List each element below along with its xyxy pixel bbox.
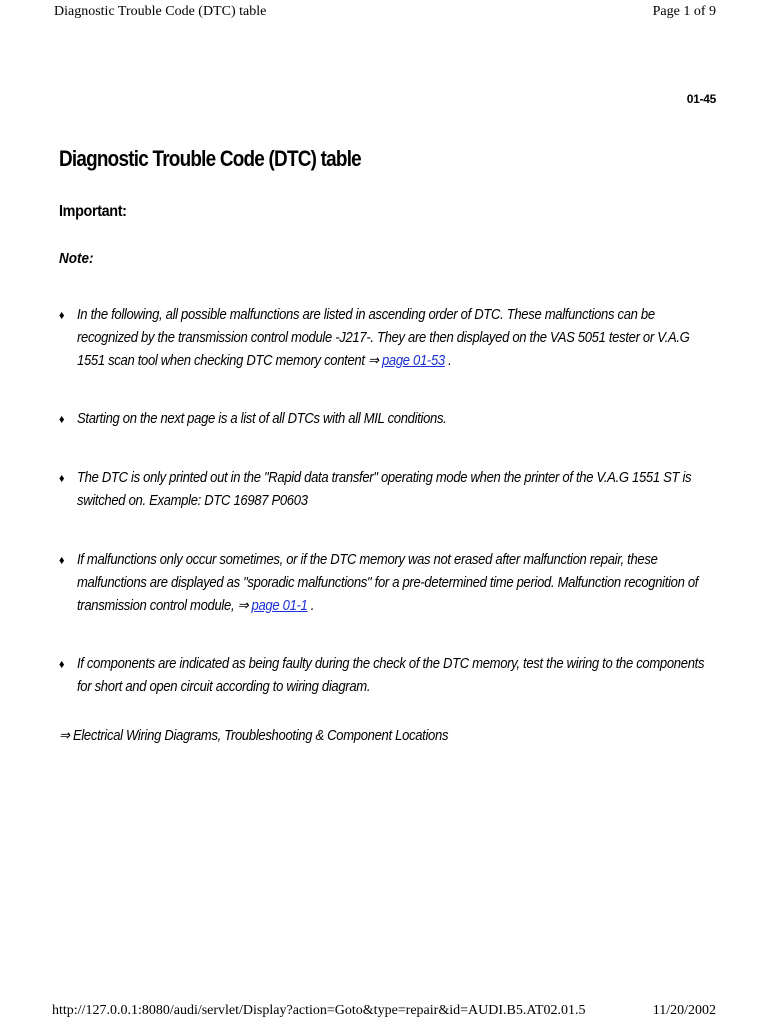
bullet-tail: . bbox=[444, 353, 452, 369]
page-number: 01-45 bbox=[686, 92, 716, 106]
bullet-text-body: In the following, all possible malfunctions are listed in ascending order of DTC. These malfunctions can be recognized by the transmission control module -J217-. They are then displayed on the VAS 5051 tester or V.A.G 1551 scan tool when checking DTC memory content bbox=[77, 307, 690, 369]
header-document-title: Diagnostic Trouble Code (DTC) table bbox=[54, 4, 267, 19]
link-page-01-1[interactable]: page 01-1 bbox=[251, 598, 308, 614]
bullet-item bbox=[59, 304, 707, 373]
bullet-item bbox=[59, 653, 707, 699]
diamond-bullet-icon: ♦ bbox=[59, 471, 65, 485]
diamond-bullet-icon: ♦ bbox=[59, 412, 65, 426]
bullet-text: If components are indicated as being faulty during the check of the DTC memory, test the wiring to the components for short and open circuit according to wiring diagram. bbox=[77, 656, 705, 695]
page-title: Diagnostic Trouble Code (DTC) table bbox=[59, 146, 361, 171]
reference-text: Electrical Wiring Diagrams, Troubleshooting & Component Locations bbox=[72, 728, 449, 744]
arrow-icon: ⇒ bbox=[59, 728, 70, 744]
bullet-item bbox=[59, 408, 707, 431]
header-page-info: Page 1 of 9 bbox=[652, 4, 716, 19]
wiring-diagrams-reference[interactable] bbox=[59, 728, 448, 744]
bullet-item bbox=[59, 467, 707, 513]
diamond-bullet-icon: ♦ bbox=[59, 308, 65, 322]
bullet-text: The DTC is only printed out in the "Rapid data transfer" operating mode when the printer of the V.A.G 1551 ST is switched on. Example: DTC 16987 P0603 bbox=[77, 470, 692, 509]
arrow-icon: ⇒ bbox=[237, 598, 249, 614]
bullet-tail: . bbox=[307, 598, 315, 614]
bullet-item bbox=[59, 549, 707, 618]
link-page-01-53[interactable]: page 01-53 bbox=[381, 353, 445, 369]
bullet-text bbox=[59, 549, 707, 618]
bullet-text bbox=[59, 304, 707, 373]
arrow-icon: ⇒ bbox=[367, 353, 379, 369]
bullet-text: Starting on the next page is a list of all DTCs with all MIL conditions. bbox=[77, 411, 447, 427]
footer-url: http://127.0.0.1:8080/audi/servlet/Display?action=Goto&type=repair&id=AUDI.B5.AT02.01.5 bbox=[52, 1003, 586, 1018]
diamond-bullet-icon: ♦ bbox=[59, 657, 65, 671]
footer-date: 11/20/2002 bbox=[652, 1003, 716, 1018]
note-label: Note: bbox=[59, 250, 94, 267]
diamond-bullet-icon: ♦ bbox=[59, 553, 65, 567]
bullet-text-body: If malfunctions only occur sometimes, or if the DTC memory was not erased after malfunction repair, these malfunctions are displayed as "sporadic malfunctions" for a pre-determined time period. Malfunction recognition of transmission control module, bbox=[77, 552, 699, 614]
important-label: Important: bbox=[59, 203, 127, 220]
